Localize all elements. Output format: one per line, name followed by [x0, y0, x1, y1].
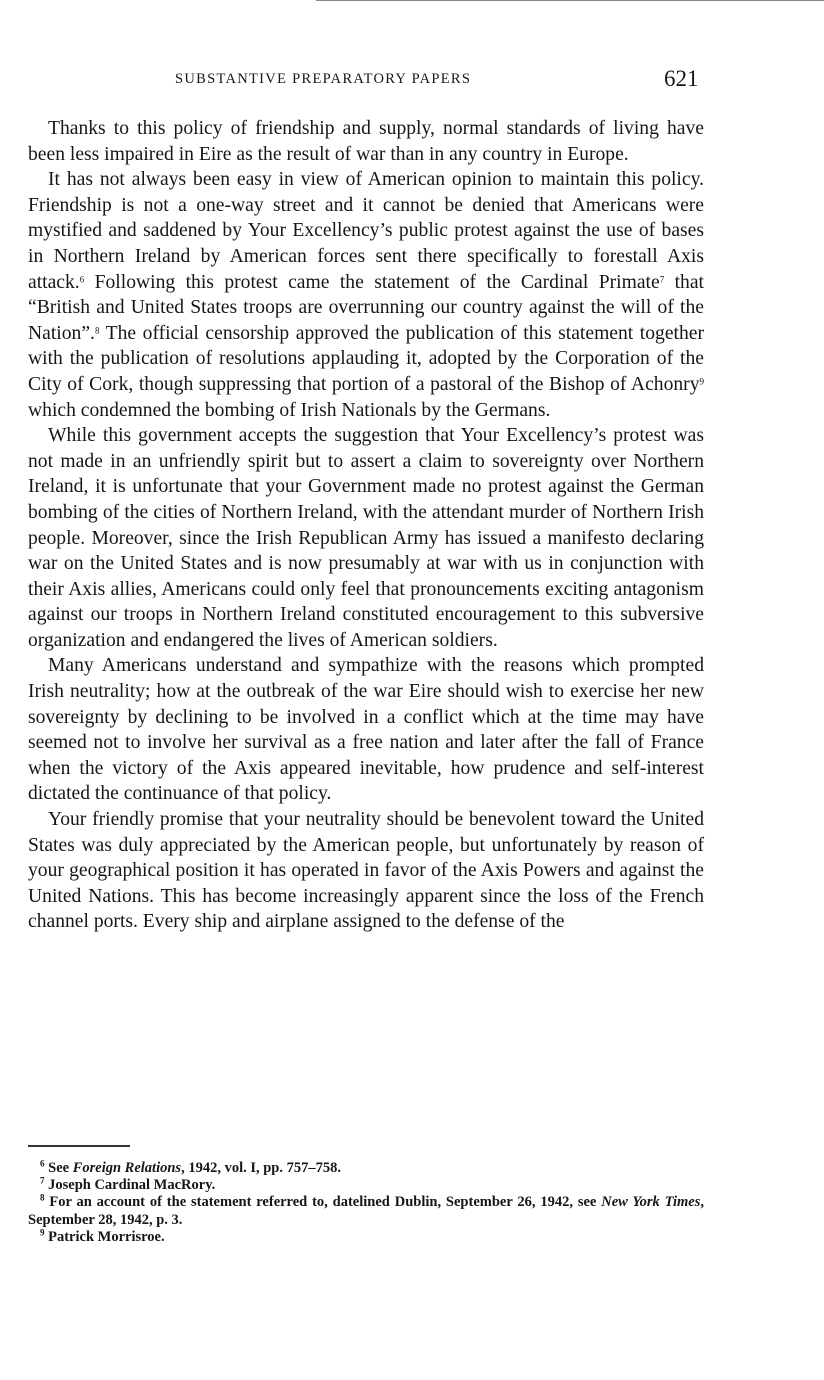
footnote-9-text: Patrick Morrisroe.	[44, 1228, 165, 1245]
paragraph-2-part-e: which condemned the bombing of Irish Nationals by the Germans.	[28, 399, 551, 421]
paragraph-3: While this government accepts the suggestion that Your Excellency’s protest was not made in an unfriendly spirit but to assert a claim to sovereignty over Northern Ireland, it is unfortunate that your Government made no protest against the German bombing of the cities of Northern Ireland, with the attendant murder of Northern Irish people. Moreover, since the Irish Republican Army has issued a manifesto declaring war on the United States and is now presumably at war with us in conjunction with their Axis allies, Americans could only feel that pronouncements exciting antagonism against our troops in Northern Ireland constituted encouragement to this subversive organization and endangered the lives of American soldiers.	[28, 425, 704, 651]
footnote-6-title: Foreign Relations	[72, 1160, 182, 1176]
running-head: SUBSTANTIVE PREPARATORY PAPERS	[175, 71, 472, 87]
paragraph-2-part-b: Following this protest came the statement of the Cardinal Primate	[84, 271, 660, 293]
footnote-7-number: 7	[40, 1175, 45, 1186]
paragraph-2	[28, 167, 704, 423]
paragraph-2-part-d: The official censorship approved the publication of this statement together with the publication of resolutions applauding it, adopted by the Corporation of the City of Cork, though suppressing that portion of a pastoral of the Bishop of Achonry	[28, 322, 704, 395]
paragraph-1: Thanks to this policy of friendship and supply, normal standards of living have been less impaired in Eire as the result of war than in any country in Europe.	[28, 118, 704, 165]
footnote-6-text-pre: See	[44, 1160, 73, 1176]
footnote-ref-9[interactable]: 9	[699, 376, 704, 387]
paragraph-2-part-c: that “British and United States troops are overrunning our country against the will of the Nation”.	[28, 271, 704, 344]
footnote-8-number: 8	[40, 1193, 45, 1204]
footnote-7	[28, 1177, 704, 1194]
paragraph-2-part-a: It has not always been easy in view of American opinion to maintain this policy. Friendship is not a one-way street and it cannot be denied that Americans were mystified and saddened by Your Excellency’s public protest against the use of bases in Northern Ireland by American forces sent there specifically to forestall Axis attack.	[28, 169, 704, 293]
footnote-6-number: 6	[40, 1158, 45, 1169]
footnote-7-text: Joseph Cardinal MacRory.	[44, 1177, 216, 1194]
paragraph-4: Many Americans understand and sympathize with the reasons which prompted Irish neutrality; how at the outbreak of the war Eire should wish to exercise her new sovereignty by declining to be involved in a conflict which at the time may have seemed not to involve her survival as a free nation and later after the fall of France when the victory of the Axis appeared inevitable, how prudence and self-interest dictated the continuance of that policy.	[28, 655, 704, 805]
footnote-9	[28, 1229, 704, 1246]
footnote-8-title: New York Times	[601, 1194, 701, 1211]
footnote-6-text-post: , 1942, vol. I, pp. 757–758.	[181, 1160, 341, 1176]
footnote-8-text-pre: For an account of the statement referred to, datelined Dublin, September 26, 1942, see	[44, 1194, 602, 1211]
footnote-8-text-post: , September 28, 1942, p. 3.	[28, 1194, 704, 1228]
footnote-8	[28, 1194, 704, 1228]
footnote-ref-6[interactable]: 6	[79, 274, 85, 285]
footnote-6	[28, 1160, 704, 1177]
footnote-9-number: 9	[40, 1227, 45, 1238]
body-text	[28, 116, 704, 935]
footnote-separator	[28, 1145, 130, 1147]
footnote-ref-7[interactable]: 7	[659, 274, 665, 285]
paragraph-5: Your friendly promise that your neutrality should be benevolent toward the United States was duly appreciated by the American people, but unfortunately by reason of your geographical position it has operated in favor of the Axis Powers and against the United Nations. This has become increasingly apparent since the loss of the French channel ports. Every ship and airplane assigned to the defense of the	[28, 809, 704, 933]
footnote-ref-8[interactable]: 8	[94, 325, 100, 336]
footnotes	[28, 1160, 704, 1246]
page-number: 621	[664, 66, 699, 91]
top-border-rule	[316, 0, 824, 1]
